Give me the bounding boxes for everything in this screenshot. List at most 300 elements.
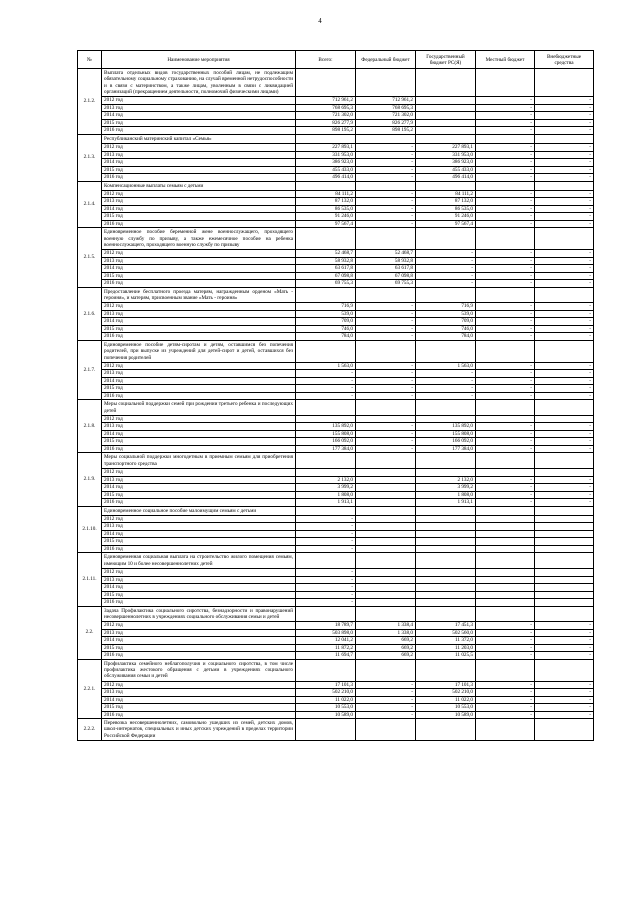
- section-empty-cell: [296, 400, 356, 416]
- value-cell: -: [535, 303, 594, 311]
- value-cell: -: [476, 622, 535, 630]
- value-cell: 52 468,7: [356, 250, 416, 258]
- value-cell: -: [476, 499, 535, 507]
- value-cell: 503 898,0: [296, 629, 356, 637]
- value-cell: 496 414,0: [416, 174, 476, 182]
- table-row: [78, 499, 594, 507]
- year-label: 2014 год: [102, 430, 296, 438]
- section-code: 2.2.: [78, 606, 102, 659]
- section-empty-cell: [416, 506, 476, 515]
- value-cell: 1 913,1: [296, 499, 356, 507]
- value-cell: 87 132,0: [296, 198, 356, 206]
- section-empty-cell: [476, 553, 535, 569]
- value-cell: [416, 97, 476, 105]
- value-cell: 539,0: [416, 310, 476, 318]
- year-label: 2015 год: [102, 491, 296, 499]
- col-header-total: Всего:: [296, 51, 356, 69]
- value-cell: 11 872,2: [296, 644, 356, 652]
- value-cell: -: [476, 112, 535, 120]
- value-cell: -: [476, 166, 535, 174]
- section-empty-cell: [356, 719, 416, 741]
- value-cell: -: [535, 484, 594, 492]
- year-label: 2015 год: [102, 119, 296, 127]
- value-cell: -: [356, 385, 416, 393]
- value-cell: -: [535, 250, 594, 258]
- section-empty-cell: [296, 340, 356, 362]
- section-title: Меры социальной поддержки многодетным в приемным семьям для приобретения транспортного средства: [102, 453, 296, 469]
- col-header-name: Наименование мероприятия: [102, 51, 296, 69]
- section-title: Единовременное пособие беременной жене военнослужащего, проходящего военную службу по призыву, а также ежемесячное пособие на ребенка военнослужащего, проходящего военную службу по призыву: [102, 228, 296, 250]
- section-code: 2.1.2.: [78, 69, 102, 135]
- value-cell: -: [476, 280, 535, 288]
- value-cell: -: [476, 476, 535, 484]
- value-cell: 768 695,3: [296, 104, 356, 112]
- value-cell: -: [535, 711, 594, 719]
- section-row: [78, 553, 594, 569]
- value-cell: 17 101,3: [296, 681, 356, 689]
- value-cell: -: [356, 303, 416, 311]
- value-cell: -: [296, 584, 356, 592]
- table-row: [78, 220, 594, 228]
- value-cell: -: [535, 704, 594, 712]
- table-row: [78, 144, 594, 152]
- value-cell: 84 111,2: [416, 190, 476, 198]
- value-cell: -: [416, 280, 476, 288]
- section-empty-cell: [296, 453, 356, 469]
- year-label: 2013 год: [102, 151, 296, 159]
- value-cell: [476, 515, 535, 523]
- value-cell: -: [356, 704, 416, 712]
- value-cell: -: [476, 119, 535, 127]
- table-row: [78, 159, 594, 167]
- value-cell: -: [296, 545, 356, 553]
- value-cell: 669,2: [356, 644, 416, 652]
- value-cell: -: [535, 362, 594, 370]
- value-cell: 11 022,0: [296, 696, 356, 704]
- value-cell: -: [535, 112, 594, 120]
- table-row: [78, 689, 594, 697]
- value-cell: 716,9: [416, 303, 476, 311]
- value-cell: -: [535, 689, 594, 697]
- value-cell: 69 755,3: [356, 280, 416, 288]
- value-cell: [416, 538, 476, 546]
- value-cell: 3 999,2: [416, 484, 476, 492]
- year-label: 2013 год: [102, 576, 296, 584]
- section-empty-cell: [296, 181, 356, 190]
- section-row: [78, 659, 594, 681]
- section-title: Единовременное социальное пособие малоимущим семьям с детьми: [102, 506, 296, 515]
- section-empty-cell: [356, 181, 416, 190]
- table-row: [78, 385, 594, 393]
- table-row: [78, 491, 594, 499]
- table-row: [78, 545, 594, 553]
- section-empty-cell: [476, 606, 535, 622]
- value-cell: -: [356, 333, 416, 341]
- year-label: 2016 год: [102, 220, 296, 228]
- value-cell: -: [476, 362, 535, 370]
- section-empty-cell: [296, 606, 356, 622]
- value-cell: [296, 469, 356, 477]
- value-cell: 11 694,7: [296, 652, 356, 660]
- value-cell: -: [535, 622, 594, 630]
- value-cell: [416, 104, 476, 112]
- value-cell: [416, 127, 476, 135]
- value-cell: -: [476, 257, 535, 265]
- table-row: [78, 265, 594, 273]
- value-cell: 386 923,0: [416, 159, 476, 167]
- section-empty-cell: [476, 228, 535, 250]
- value-cell: -: [476, 704, 535, 712]
- value-cell: -: [356, 198, 416, 206]
- value-cell: 669,2: [356, 637, 416, 645]
- value-cell: -: [356, 205, 416, 213]
- year-label: 2014 год: [102, 484, 296, 492]
- table-row: [78, 681, 594, 689]
- value-cell: 721 302,0: [356, 112, 416, 120]
- value-cell: 87 132,0: [416, 198, 476, 206]
- section-empty-cell: [476, 719, 535, 741]
- value-cell: -: [296, 530, 356, 538]
- value-cell: -: [356, 689, 416, 697]
- section-empty-cell: [416, 719, 476, 741]
- section-empty-cell: [535, 228, 594, 250]
- table-row: [78, 430, 594, 438]
- section-empty-cell: [535, 553, 594, 569]
- year-label: 2013 год: [102, 370, 296, 378]
- value-cell: [476, 469, 535, 477]
- value-cell: 91 246,0: [296, 213, 356, 221]
- value-cell: 898 195,2: [296, 127, 356, 135]
- year-label: 2015 год: [102, 438, 296, 446]
- value-cell: 455 433,0: [416, 166, 476, 174]
- section-code: 2.1.9.: [78, 453, 102, 506]
- value-cell: -: [356, 696, 416, 704]
- value-cell: -: [476, 325, 535, 333]
- value-cell: -: [535, 213, 594, 221]
- value-cell: -: [296, 385, 356, 393]
- section-title: Единовременное пособие детям-сиротам и детям, оставшимся без попечения родителей, при выпуске из учреждений для детей-сирот и детей, оставшихся без попечения родителей: [102, 340, 296, 362]
- value-cell: -: [535, 205, 594, 213]
- section-empty-cell: [416, 606, 476, 622]
- section-title: Задача Профилактика социального сиротства, безнадзорности и правонарушений несовершеннолетних в учреждениях социального обслуживания семьи и детей: [102, 606, 296, 622]
- value-cell: [416, 112, 476, 120]
- value-cell: 669,2: [356, 652, 416, 660]
- value-cell: -: [476, 310, 535, 318]
- col-header-extrabudget: Внебюджетные средства: [535, 51, 594, 69]
- value-cell: 502 210,0: [296, 689, 356, 697]
- value-cell: -: [476, 696, 535, 704]
- section-empty-cell: [296, 719, 356, 741]
- value-cell: 10 589,0: [416, 711, 476, 719]
- section-empty-cell: [416, 659, 476, 681]
- value-cell: -: [535, 198, 594, 206]
- section-row: [78, 287, 594, 303]
- value-cell: -: [535, 445, 594, 453]
- value-cell: 11 203,0: [416, 644, 476, 652]
- col-header-state: Государственный бюджет РС(Я): [416, 51, 476, 69]
- section-row: [78, 181, 594, 190]
- value-cell: 331 953,0: [296, 151, 356, 159]
- year-label: 2014 год: [102, 112, 296, 120]
- value-cell: -: [535, 280, 594, 288]
- section-title: Единовременная социальная выплата на строительство жилого помещения семьям, имеющим 10 и более несовершеннолетних детей: [102, 553, 296, 569]
- value-cell: -: [476, 652, 535, 660]
- value-cell: -: [356, 174, 416, 182]
- value-cell: [535, 523, 594, 531]
- value-cell: 502 560,0: [416, 629, 476, 637]
- value-cell: [476, 576, 535, 584]
- year-label: 2012 год: [102, 144, 296, 152]
- year-label: 2013 год: [102, 629, 296, 637]
- section-empty-cell: [476, 287, 535, 303]
- section-empty-cell: [356, 228, 416, 250]
- year-label: 2015 год: [102, 538, 296, 546]
- value-cell: 155 808,0: [416, 430, 476, 438]
- year-label: 2012 год: [102, 190, 296, 198]
- value-cell: -: [356, 392, 416, 400]
- value-cell: 746,0: [416, 325, 476, 333]
- value-cell: [356, 491, 416, 499]
- section-row: [78, 719, 594, 741]
- value-cell: 17 101,3: [416, 681, 476, 689]
- value-cell: [416, 591, 476, 599]
- section-title: Республиканский материнский капитал «Семья»: [102, 134, 296, 143]
- value-cell: -: [476, 127, 535, 135]
- value-cell: -: [356, 377, 416, 385]
- section-empty-cell: [356, 659, 416, 681]
- section-empty-cell: [356, 506, 416, 515]
- table-row: [78, 530, 594, 538]
- value-cell: 97 567,4: [296, 220, 356, 228]
- year-label: 2013 год: [102, 523, 296, 531]
- value-cell: -: [476, 220, 535, 228]
- value-cell: 1 563,0: [296, 362, 356, 370]
- year-label: 2016 год: [102, 280, 296, 288]
- table-row: [78, 538, 594, 546]
- value-cell: 709,0: [416, 318, 476, 326]
- value-cell: [535, 599, 594, 607]
- table-row: [78, 591, 594, 599]
- value-cell: -: [535, 430, 594, 438]
- table-row: [78, 370, 594, 378]
- section-empty-cell: [416, 340, 476, 362]
- value-cell: -: [476, 392, 535, 400]
- value-cell: -: [535, 385, 594, 393]
- value-cell: -: [296, 599, 356, 607]
- value-cell: -: [416, 370, 476, 378]
- table-row: [78, 166, 594, 174]
- value-cell: [356, 515, 416, 523]
- section-empty-cell: [416, 400, 476, 416]
- value-cell: [535, 584, 594, 592]
- value-cell: -: [476, 213, 535, 221]
- table-row: [78, 190, 594, 198]
- value-cell: 11 022,0: [416, 696, 476, 704]
- year-label: 2014 год: [102, 377, 296, 385]
- table-row: [78, 629, 594, 637]
- table-row: [78, 392, 594, 400]
- value-cell: -: [356, 151, 416, 159]
- value-cell: 166 092,0: [296, 438, 356, 446]
- value-cell: 52 468,7: [296, 250, 356, 258]
- table-row: [78, 445, 594, 453]
- year-label: 2015 год: [102, 644, 296, 652]
- value-cell: -: [535, 377, 594, 385]
- section-empty-cell: [535, 400, 594, 416]
- section-row: [78, 228, 594, 250]
- value-cell: -: [416, 265, 476, 273]
- value-cell: [535, 591, 594, 599]
- value-cell: 746,0: [296, 325, 356, 333]
- year-label: 2016 год: [102, 392, 296, 400]
- value-cell: -: [296, 591, 356, 599]
- value-cell: -: [476, 159, 535, 167]
- year-label: 2016 год: [102, 333, 296, 341]
- table-row: [78, 213, 594, 221]
- table-row: [78, 310, 594, 318]
- value-cell: 166 092,0: [416, 438, 476, 446]
- value-cell: -: [476, 151, 535, 159]
- value-cell: 712 961,2: [296, 97, 356, 105]
- value-cell: -: [296, 377, 356, 385]
- section-empty-cell: [476, 659, 535, 681]
- table-row: [78, 438, 594, 446]
- section-empty-cell: [535, 181, 594, 190]
- value-cell: -: [535, 220, 594, 228]
- table-row: [78, 423, 594, 431]
- value-cell: 58 932,8: [296, 257, 356, 265]
- value-cell: -: [476, 689, 535, 697]
- value-cell: 331 953,0: [416, 151, 476, 159]
- table-row: [78, 303, 594, 311]
- section-empty-cell: [356, 134, 416, 143]
- value-cell: [416, 545, 476, 553]
- year-label: 2015 год: [102, 213, 296, 221]
- budget-table: [77, 50, 594, 741]
- section-empty-cell: [535, 506, 594, 515]
- value-cell: [356, 599, 416, 607]
- table-row: [78, 257, 594, 265]
- section-empty-cell: [296, 553, 356, 569]
- col-header-number: №: [78, 51, 102, 69]
- table-row: [78, 696, 594, 704]
- year-label: 2012 год: [102, 622, 296, 630]
- value-cell: 18 789,7: [296, 622, 356, 630]
- section-empty-cell: [356, 69, 416, 97]
- value-cell: -: [476, 370, 535, 378]
- value-cell: [476, 523, 535, 531]
- value-cell: [356, 538, 416, 546]
- year-label: 2012 год: [102, 362, 296, 370]
- value-cell: -: [535, 499, 594, 507]
- value-cell: 1 338,4: [356, 622, 416, 630]
- value-cell: 10 553,0: [416, 704, 476, 712]
- value-cell: -: [476, 430, 535, 438]
- value-cell: -: [535, 174, 594, 182]
- section-empty-cell: [416, 553, 476, 569]
- table-row: [78, 484, 594, 492]
- section-empty-cell: [476, 69, 535, 97]
- value-cell: 2 132,0: [296, 476, 356, 484]
- section-code: 2.1.8.: [78, 400, 102, 453]
- value-cell: -: [476, 385, 535, 393]
- value-cell: -: [535, 272, 594, 280]
- year-label: 2015 год: [102, 272, 296, 280]
- table-row: [78, 104, 594, 112]
- table-row: [78, 205, 594, 213]
- table-row: [78, 469, 594, 477]
- value-cell: [416, 469, 476, 477]
- value-cell: -: [476, 629, 535, 637]
- value-cell: 67 098,8: [296, 272, 356, 280]
- value-cell: [535, 569, 594, 577]
- value-cell: 1 913,1: [416, 499, 476, 507]
- value-cell: -: [356, 711, 416, 719]
- value-cell: -: [356, 144, 416, 152]
- table-row: [78, 515, 594, 523]
- value-cell: -: [535, 652, 594, 660]
- table-row: [78, 325, 594, 333]
- value-cell: 67 098,8: [356, 272, 416, 280]
- value-cell: -: [535, 127, 594, 135]
- year-label: 2012 год: [102, 515, 296, 523]
- value-cell: -: [356, 220, 416, 228]
- section-empty-cell: [356, 606, 416, 622]
- table-row: [78, 622, 594, 630]
- value-cell: [416, 530, 476, 538]
- value-cell: 496 414,0: [296, 174, 356, 182]
- value-cell: -: [476, 144, 535, 152]
- value-cell: [476, 545, 535, 553]
- value-cell: -: [476, 377, 535, 385]
- value-cell: 784,0: [416, 333, 476, 341]
- section-empty-cell: [535, 287, 594, 303]
- value-cell: 2 132,0: [416, 476, 476, 484]
- value-cell: [476, 569, 535, 577]
- value-cell: [535, 576, 594, 584]
- value-cell: -: [476, 423, 535, 431]
- value-cell: -: [535, 159, 594, 167]
- value-cell: [535, 530, 594, 538]
- table-row: [78, 333, 594, 341]
- value-cell: -: [296, 576, 356, 584]
- table-row: [78, 637, 594, 645]
- section-title: Выплата отдельных видов государственных пособий лицам, не подлежащим обязательному социальному страхованию, на случай временной нетрудоспособности и в связи с материнством, а также лицам, уволенным в связи с ликвидацией организаций (прекращением деятельности, полномочий физическими лицами): [102, 69, 296, 97]
- section-empty-cell: [416, 287, 476, 303]
- table-row: [78, 704, 594, 712]
- value-cell: -: [476, 637, 535, 645]
- value-cell: 177 384,0: [416, 445, 476, 453]
- value-cell: 227 893,1: [296, 144, 356, 152]
- value-cell: -: [296, 569, 356, 577]
- value-cell: 539,0: [296, 310, 356, 318]
- value-cell: -: [476, 445, 535, 453]
- value-cell: [416, 569, 476, 577]
- value-cell: [356, 584, 416, 592]
- value-cell: -: [356, 166, 416, 174]
- value-cell: 768 695,3: [356, 104, 416, 112]
- value-cell: [356, 545, 416, 553]
- year-label: 2012 год: [102, 415, 296, 423]
- table-row: [78, 523, 594, 531]
- value-cell: [356, 499, 416, 507]
- value-cell: -: [535, 476, 594, 484]
- value-cell: -: [476, 318, 535, 326]
- section-code: 2.1.7.: [78, 340, 102, 399]
- value-cell: -: [535, 166, 594, 174]
- value-cell: [296, 415, 356, 423]
- year-label: 2016 год: [102, 127, 296, 135]
